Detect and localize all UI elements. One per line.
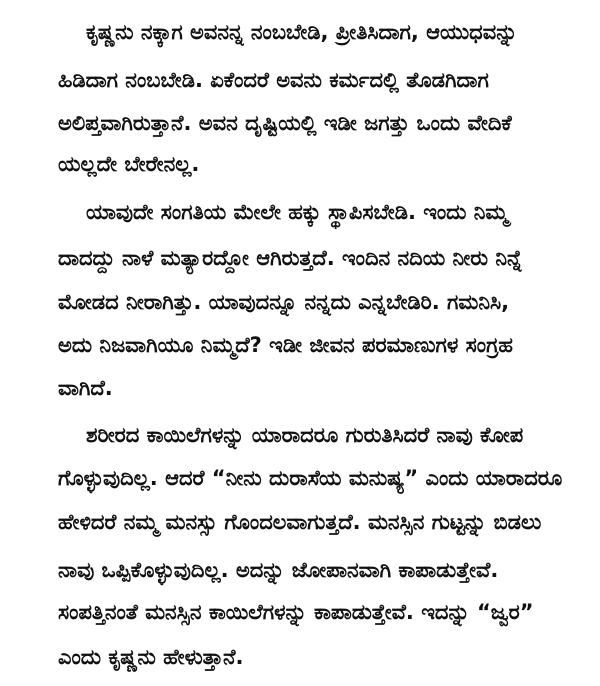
- text-line: ವಾಗಿದೆ.: [58, 376, 113, 400]
- text-line: ಅದು ನಿಜವಾಗಿಯೂ ನಿಮ್ಮದೆ? ಇಡೀ ಜೀವನ ಪರಮಾಣುಗಳ ಸಂಗ್ರಹ: [58, 333, 513, 357]
- text-line: ಹಿಡಿದಾಗ ನಂಬಬೇಡಿ. ಏಕೆಂದರೆ ಅವನು ಕರ್ಮದಲ್ಲಿ ತೊಡಗಿದಾಗ: [58, 68, 489, 92]
- text-line: ಸಂಪತ್ತಿನಂತೆ ಮನಸ್ಸಿನ ಕಾಯಿಲೆಗಳನ್ನು ಕಾಪಾಡುತ್ತೇವೆ. ಇದನ್ನು “ಜ್ವರ”: [58, 600, 534, 624]
- text-line: ಕೃಷ್ಣನು ನಕ್ಕಾಗ ಅವನನ್ನ ನಂಬಬೇಡಿ, ಪ್ರೀತಿಸಿದಾಗ, ಆಯುಧವನ್ನು: [86, 20, 518, 44]
- text-line: ಯಲ್ಲದೇ ಬೇರೇನಲ್ಲ.: [58, 152, 200, 176]
- text-line: ಶರೀರದ ಕಾಯಿಲೆಗಳನ್ನು ಯಾರಾದರೂ ಗುರುತಿಸಿದರೆ ನಾವು ಕೋಪ: [86, 423, 524, 447]
- text-line: ಹೇಳಿದರೆ ನಮ್ಮ ಮನಸ್ಸು ಗೊಂದಲವಾಗುತ್ತದೆ. ಮನಸ್ಸಿನ ಗುಟ್ಟನ್ನು ಬಿಡಲು: [58, 510, 542, 534]
- text-line: ಅಲಿಪ್ತವಾಗಿರುತ್ತಾನೆ. ಅವನ ದೃಷ್ಟಿಯಲ್ಲಿ ಇಡೀ ಜಗತ್ತು ಒಂದು ವೇದಿಕೆ: [58, 111, 512, 135]
- text-line: ದಾದದ್ದು ನಾಳೆ ಮತ್ಯಾರದ್ದೋ ಆಗಿರುತ್ತದೆ. ಇಂದಿನ ನದಿಯ ನೀರು ನಿನ್ನೆ: [58, 246, 523, 270]
- text-line: ಯಾವುದೇ ಸಂಗತಿಯ ಮೇಲೇ ಹಕ್ಕು ಸ್ಥಾಪಿಸಬೇಡಿ. ಇಂದು ನಿಮ್ಮ: [86, 200, 509, 224]
- text-line: ಗೊಳ್ಳುವುದಿಲ್ಲ. ಆದರೆ “ನೀನು ದುರಾಸೆಯ ಮನುಷ್ಯ” ಎಂದು ಯಾರಾದರೂ: [58, 466, 563, 490]
- text-line: ಎಂದು ಕೃಷ್ಣನು ಹೇಳುತ್ತಾನೆ.: [58, 645, 244, 669]
- text-line: ಮೋಡದ ನೀರಾಗಿತ್ತು. ಯಾವುದನ್ನೂ ನನ್ನದು ಎನ್ನಬೇಡಿರಿ. ಗಮನಿಸಿ,: [58, 290, 510, 314]
- text-line: ನಾವು ಒಪ್ಪಿಕೊಳ್ಳುವುದಿಲ್ಲ. ಅದನ್ನು ಜೋಪಾನವಾಗಿ ಕಾಪಾಡುತ್ತೇವೆ.: [58, 558, 499, 582]
